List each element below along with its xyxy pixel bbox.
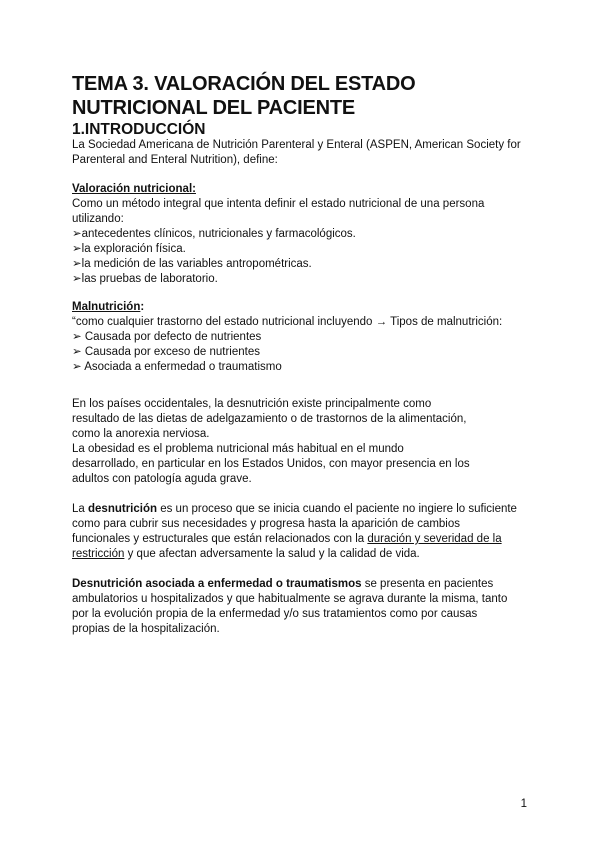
paragraph-line: por la evolución propia de la enfermedad y/o sus tratamientos como por causas (72, 608, 478, 620)
malnutricion-heading-line (72, 300, 530, 315)
malnutricion-heading: Malnutrición (72, 301, 141, 313)
paragraph-line: ambulatorios u hospitalizados y que habitualmente se agrava durante la misma, tanto (72, 593, 508, 605)
section-heading-introduccion: 1.INTRODUCCIÓN (72, 121, 206, 138)
paragraph-line (72, 577, 530, 592)
paragraph-line: adultos con patología aguda grave. (72, 473, 252, 485)
list-item: ➢la medición de las variables antropométricas. (72, 258, 312, 270)
paragraph-line: En los países occidentales, la desnutrición existe principalmente como (72, 398, 432, 410)
paragraph-line: como para cubrir sus necesidades y progresa hasta la aparición de cambios (72, 518, 461, 530)
asociada-term: Desnutrición asociada a enfermedad o traumatismos (72, 578, 362, 590)
desnutricion-term: desnutrición (88, 503, 158, 515)
valoracion-heading: Valoración nutricional: (72, 183, 196, 195)
list-item: ➢antecedentes clínicos, nutricionales y farmacológicos. (72, 228, 356, 240)
paragraph-line: La obesidad es el problema nutricional más habitual en el mundo (72, 443, 404, 455)
asociada-paragraph (72, 577, 530, 637)
text-run: es un proceso que se inicia cuando el paciente no ingiere lo suficiente (157, 503, 517, 515)
list-item: ➢las pruebas de laboratorio. (72, 273, 218, 285)
list-item: ➢ Causada por defecto de nutrientes (72, 331, 262, 343)
underlined-text: duración y severidad de la (367, 533, 502, 545)
malnutricion-intro: “como cualquier trastorno del estado nutricional incluyendo → Tipos de malnutrición: (72, 316, 503, 328)
paragraph-line: como la anorexia nerviosa. (72, 428, 210, 440)
page-number: 1 (520, 798, 527, 810)
paragraph-line: desarrollado, en particular en los Estados Unidos, con mayor presencia en los (72, 458, 470, 470)
document-title: TEMA 3. VALORACIÓN DEL ESTADO NUTRICIONAL DEL PACIENTE (72, 73, 416, 119)
malnutricion-section (72, 300, 530, 375)
text-run: y que afectan adversamente la salud y la calidad de vida. (124, 548, 420, 560)
intro-paragraph: La Sociedad Americana de Nutrición Parenteral y Enteral (ASPEN, American Society for Parenteral and Enteral Nutrition), define: (72, 139, 521, 166)
desnutricion-paragraph (72, 502, 530, 562)
text-run: funcionales y estructurales que están relacionados con la (72, 533, 368, 545)
paises-paragraph (72, 397, 530, 487)
valoracion-intro: Como un método integral que intenta definir el estado nutricional de una persona utilizando: (72, 198, 485, 225)
document-page (72, 72, 530, 637)
paragraph-line: resultado de las dietas de adelgazamiento o de trastornos de la alimentación, (72, 413, 467, 425)
list-item: ➢la exploración física. (72, 243, 186, 255)
list-item: ➢ Causada por exceso de nutrientes (72, 346, 260, 358)
underlined-text: restricción (72, 548, 125, 560)
list-item: ➢ Asociada a enfermedad o traumatismo (72, 361, 282, 373)
text-run: La (72, 503, 88, 515)
text-run: se presenta en pacientes (361, 578, 494, 590)
paragraph-line (72, 502, 530, 517)
paragraph-line: propias de la hospitalización. (72, 623, 220, 635)
valoracion-section (72, 182, 530, 287)
paragraph-line (72, 532, 530, 547)
paragraph-line (72, 547, 530, 562)
malnutricion-heading-colon: : (140, 301, 145, 313)
